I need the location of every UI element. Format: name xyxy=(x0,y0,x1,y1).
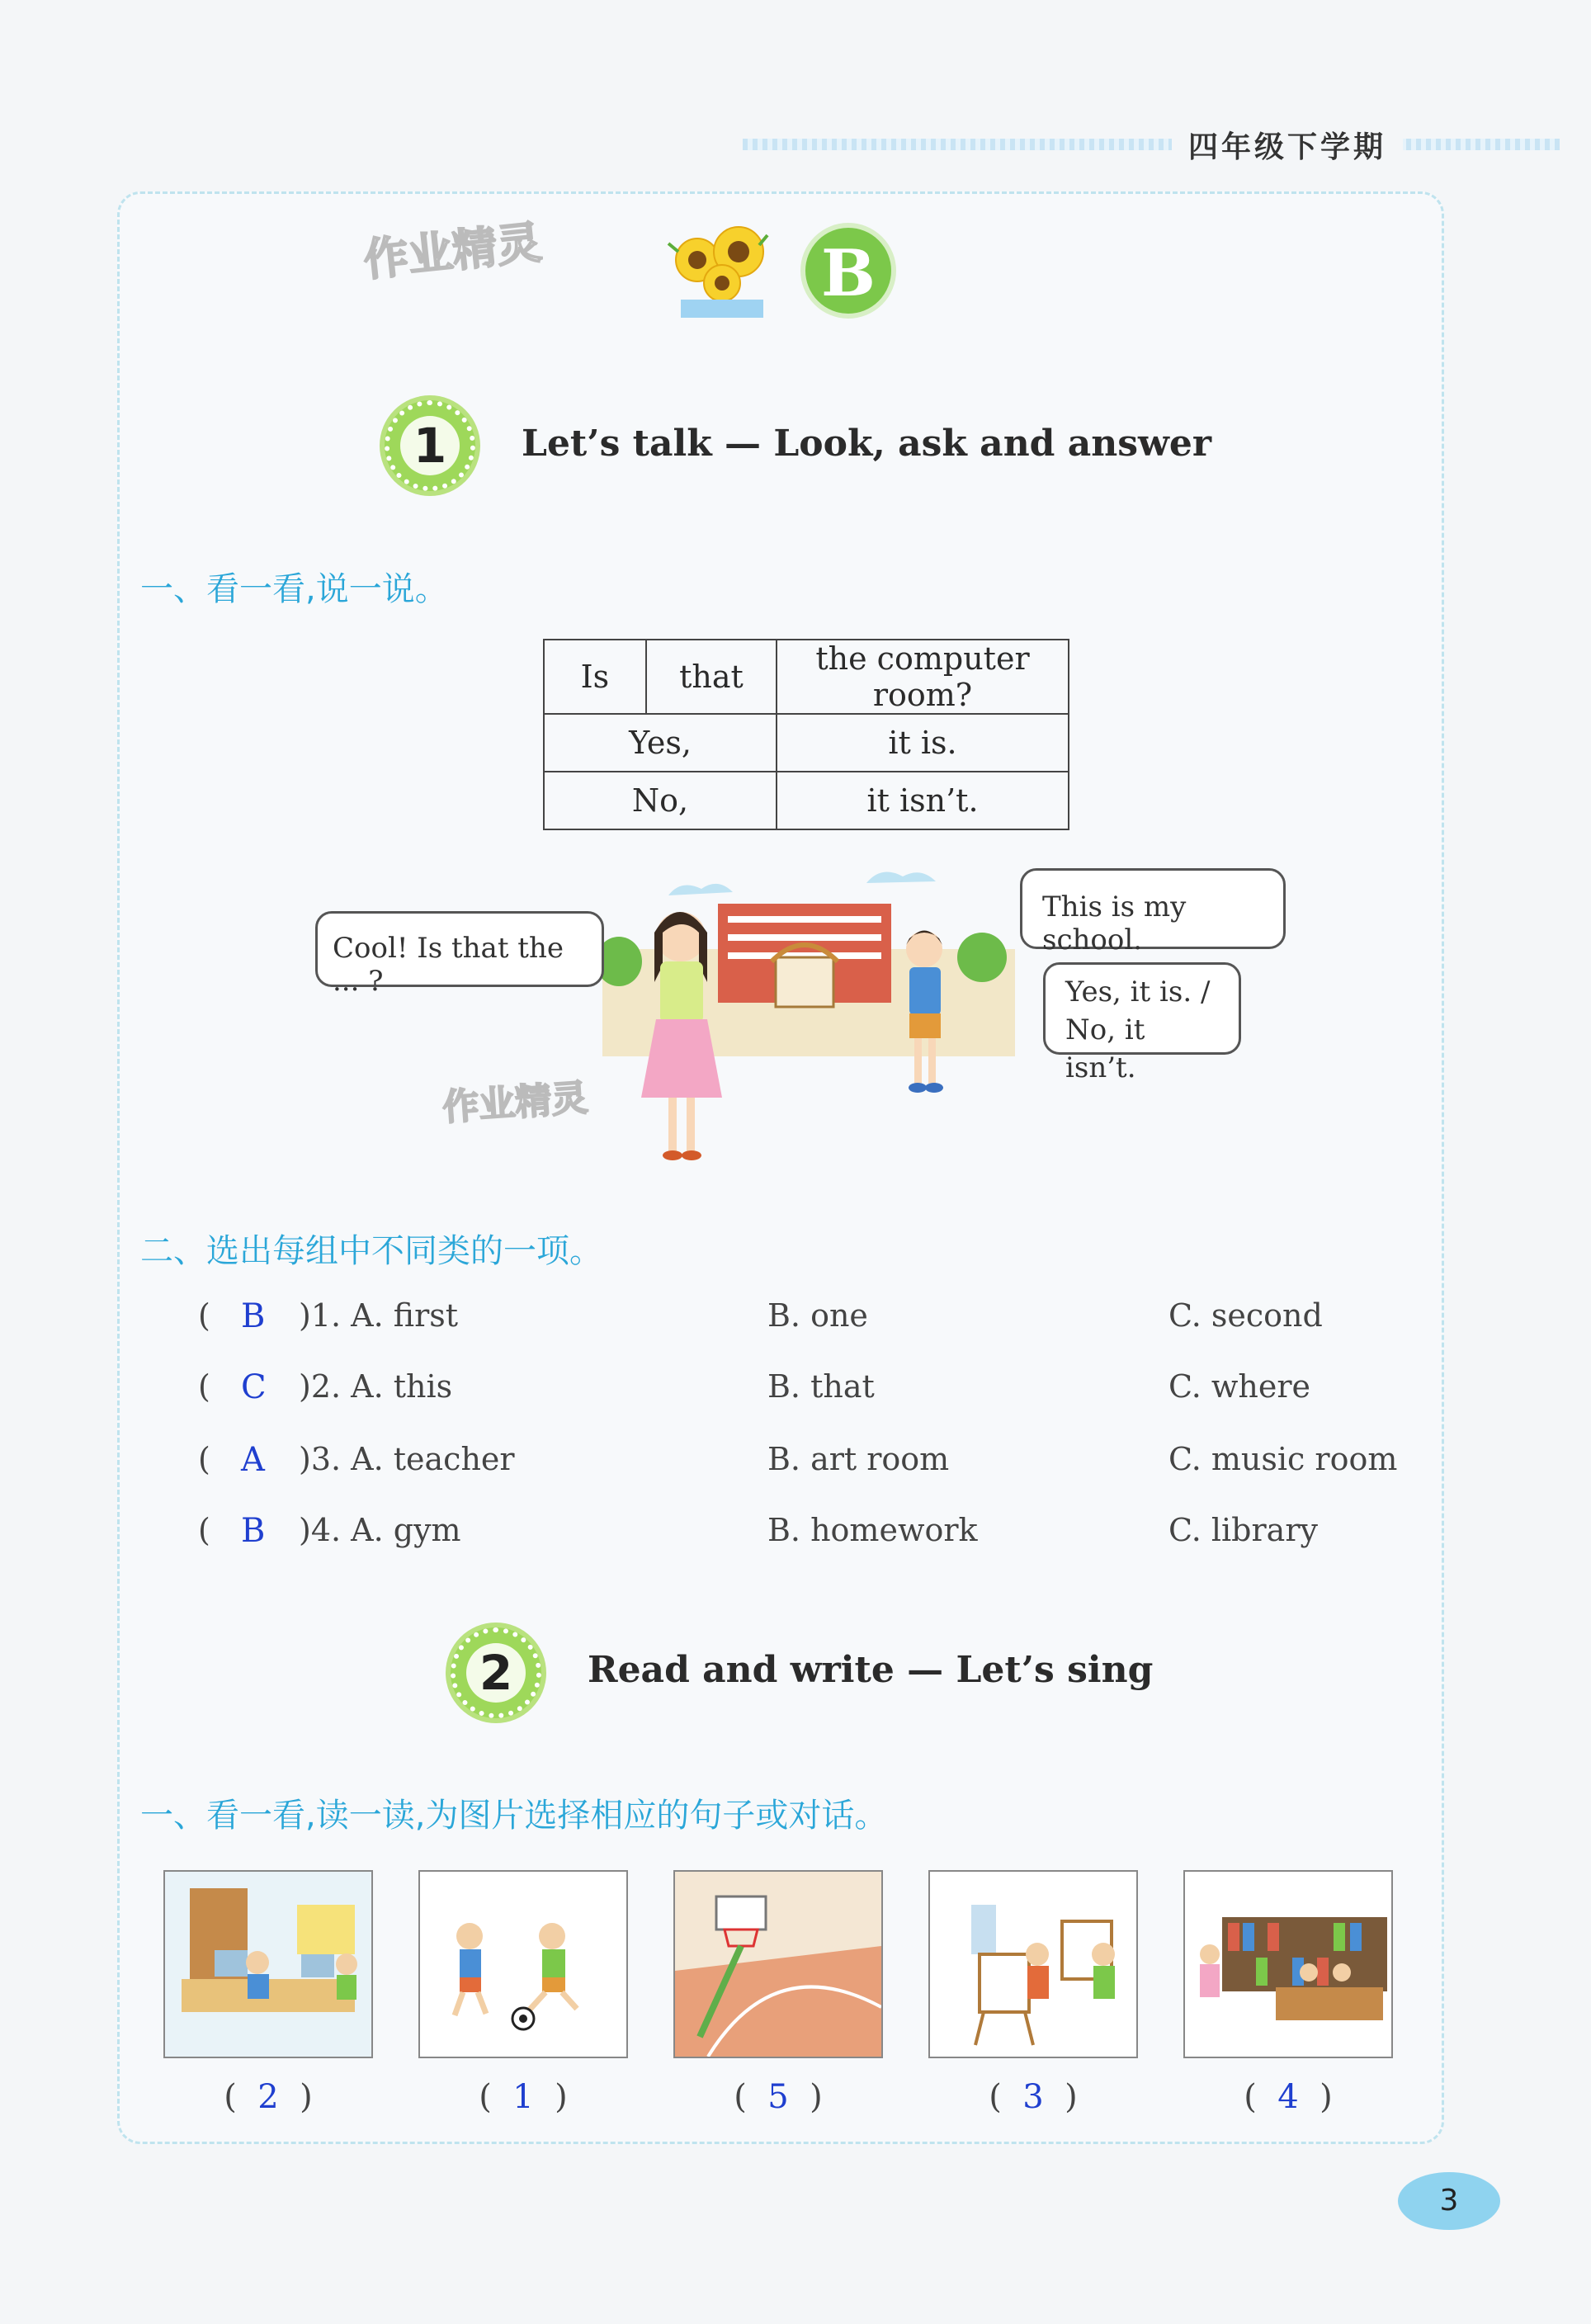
answer-text: B xyxy=(241,1297,266,1335)
header-decoration-line xyxy=(743,139,1560,150)
option-a: )4. A. gym xyxy=(299,1512,461,1548)
part-b-badge: B xyxy=(800,223,896,319)
option-a: )2. A. this xyxy=(299,1368,453,1405)
answer-text: B xyxy=(241,1512,266,1550)
speech-bubble-girl xyxy=(315,911,604,998)
question-row xyxy=(195,1368,1433,1418)
boy-speech-text-2a: Yes, it is. / xyxy=(1065,975,1211,1008)
picture-gym-basketball xyxy=(673,1870,883,2058)
table-cell: Is xyxy=(544,640,646,714)
section-1-number: 1 xyxy=(400,416,460,475)
answer-text: A xyxy=(241,1441,265,1479)
section-1-badge xyxy=(385,400,475,491)
picture-library xyxy=(1183,1870,1393,2058)
option-a: )3. A. teacher xyxy=(299,1441,515,1477)
option-a: )1. A. first xyxy=(299,1297,459,1334)
boy-speech-text-1: This is my school. xyxy=(1042,890,1187,957)
question-row xyxy=(195,1297,1433,1347)
girl-speech-text: Cool! Is that the ... ? xyxy=(333,932,564,998)
option-b: B. art room xyxy=(767,1441,950,1477)
picture-answer: ( 4 ) xyxy=(1244,2078,1333,2116)
picture-art-room xyxy=(928,1870,1138,2058)
grade-label: 四年级下学期 xyxy=(1172,124,1403,166)
picture-answer: ( 5 ) xyxy=(734,2078,823,2116)
table-cell: it isn’t. xyxy=(777,772,1069,829)
picture-playing-football xyxy=(418,1870,628,2058)
table-cell: the computer room? xyxy=(777,640,1069,714)
picture-answer: ( 2 ) xyxy=(224,2078,313,2116)
question-row xyxy=(195,1512,1433,1561)
option-b: B. that xyxy=(767,1368,875,1405)
watermark-middle: 作业精灵 xyxy=(441,1076,589,1130)
section-2-number: 2 xyxy=(466,1643,526,1703)
instruction-odd-one-out: 二、选出每组中不同类的一项。 xyxy=(140,1232,602,1270)
section-2-badge xyxy=(451,1627,541,1718)
option-c: C. second xyxy=(1168,1297,1323,1334)
open-paren: ( xyxy=(198,1512,210,1548)
section-1-title: Let’s talk — Look, ask and answer xyxy=(522,423,1212,465)
picture-computer-room xyxy=(163,1870,373,2058)
school-scene-illustration xyxy=(594,858,1023,1188)
open-paren: ( xyxy=(198,1368,210,1405)
table-cell: Yes, xyxy=(544,714,777,772)
answer-text: C xyxy=(241,1368,267,1406)
table-cell: it is. xyxy=(777,714,1069,772)
table-cell: No, xyxy=(544,772,777,829)
option-c: C. music room xyxy=(1168,1441,1398,1477)
instruction-look-say: 一、看一看,说一说。 xyxy=(140,570,448,608)
speech-bubble-boy-answer xyxy=(1043,962,1241,1084)
option-c: C. library xyxy=(1168,1512,1318,1548)
sunflower-icon xyxy=(660,210,784,326)
option-c: C. where xyxy=(1168,1368,1311,1405)
instruction-match-pictures: 一、看一看,读一读,为图片选择相应的句子或对话。 xyxy=(140,1797,888,1835)
section-2-title: Read and write — Let’s sing xyxy=(588,1649,1154,1691)
question-row xyxy=(195,1441,1433,1490)
picture-answer: ( 3 ) xyxy=(989,2078,1078,2116)
option-b: B. one xyxy=(767,1297,868,1334)
open-paren: ( xyxy=(198,1441,210,1477)
page-number: 3 xyxy=(1398,2172,1500,2230)
boy-speech-text-2b: No, it isn’t. xyxy=(1065,1013,1145,1084)
watermark-top: 作业精灵 xyxy=(361,215,545,287)
picture-answer: ( 1 ) xyxy=(479,2078,568,2116)
speech-bubble-boy-school xyxy=(1020,868,1286,957)
open-paren: ( xyxy=(198,1297,210,1334)
table-cell: that xyxy=(646,640,777,714)
option-b: B. homework xyxy=(767,1512,978,1548)
sentence-pattern-table xyxy=(543,639,1069,830)
